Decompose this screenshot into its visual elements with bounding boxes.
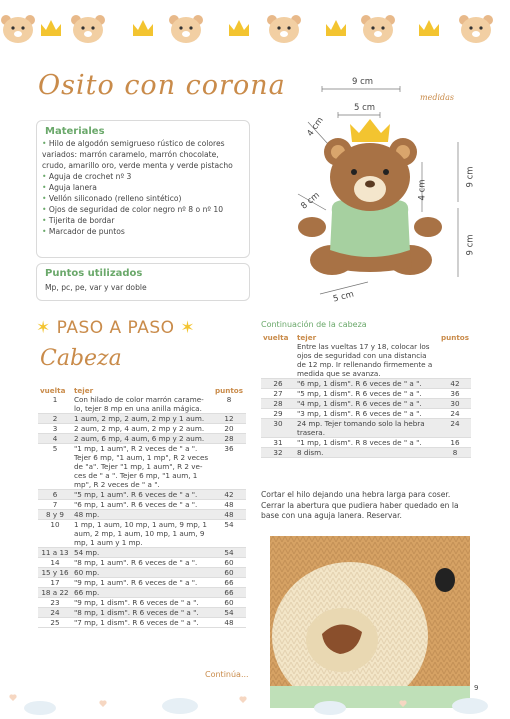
pattern-table-continued — [261, 333, 471, 458]
instruction-cell: Entre las vueltas 17 y 18, colocar los ojos de seguridad con una distancia de 12 mp. Ir rellenando firmemente a medida que se avanza. — [295, 342, 439, 379]
stitch-count-cell: 36 — [212, 444, 246, 490]
table-row — [38, 558, 246, 568]
row-number-cell: 4 — [38, 434, 72, 444]
table-row — [38, 424, 246, 434]
measure-label: 8 cm — [299, 190, 322, 212]
instruction-cell: "5 mp, 1 aum". R 6 veces de " a ". — [72, 490, 212, 500]
pattern-table — [38, 386, 246, 628]
list-item: • Vellón siliconado (relleno sintético) — [42, 194, 182, 203]
table-row — [261, 409, 471, 419]
row-number-cell: 10 — [38, 520, 72, 548]
stitch-count-cell: 48 — [212, 500, 246, 510]
instruction-cell: Con hilado de color marrón carame-lo, tejer 8 mp en una anilla mágica. — [72, 395, 212, 414]
row-number-cell: 28 — [261, 399, 295, 409]
table-row — [38, 434, 246, 444]
top-decoration — [0, 0, 510, 58]
stitch-count-cell: 20 — [212, 424, 246, 434]
stitch-count-cell: 42 — [439, 379, 471, 389]
stitch-count-cell: 54 — [212, 608, 246, 618]
instruction-cell: 60 mp. — [72, 568, 212, 578]
instruction-cell: 66 mp. — [72, 588, 212, 598]
row-number-cell: 24 — [38, 608, 72, 618]
instruction-cell: "6 mp, 1 aum". R 6 veces de " a ". — [72, 500, 212, 510]
stitch-count-cell: 48 — [212, 618, 246, 628]
table-row — [38, 578, 246, 588]
materials-label: Materiales — [45, 126, 105, 137]
column-header: vuelta — [263, 333, 289, 342]
measure-label: 4 cm — [305, 115, 326, 139]
crown-icon — [419, 20, 439, 36]
bear-head-icon — [169, 15, 203, 43]
bear-head-icon — [459, 15, 493, 43]
crown-icon — [133, 20, 153, 36]
table-row — [261, 389, 471, 399]
list-item: • Aguja de crochet nº 3 — [42, 172, 132, 181]
row-number-cell: 25 — [38, 618, 72, 628]
instruction-cell: "9 mp, 1 aum". R 6 veces de " a ". — [72, 578, 212, 588]
table-row — [261, 419, 471, 438]
stitch-count-cell: 16 — [439, 438, 471, 448]
stitches-text: Mp, pc, pe, var y var doble — [45, 283, 147, 292]
continues-note: Continúa... — [205, 670, 249, 679]
list-item: • Tijerita de bordar — [42, 216, 115, 225]
table-row — [261, 448, 471, 458]
stitch-count-cell: 28 — [212, 434, 246, 444]
section-heading: Cabeza — [40, 346, 122, 371]
row-number-cell: 7 — [38, 500, 72, 510]
crochet-bear-photo — [270, 536, 470, 708]
measure-label: 5 cm — [354, 103, 376, 113]
table-row — [38, 490, 246, 500]
stitch-count-cell: 24 — [439, 419, 471, 438]
instruction-cell: "5 mp, 1 dism". R 6 veces de " a ". — [295, 389, 439, 399]
row-number-cell: 18 a 22 — [38, 588, 72, 598]
table-row — [38, 568, 246, 578]
table-row — [261, 342, 471, 379]
list-item: • Ojos de seguridad de color negro nº 8 o nº 10 — [42, 205, 224, 214]
stitch-count-cell: 36 — [439, 389, 471, 399]
bear-head-icon — [361, 15, 395, 43]
instruction-cell: "1 mp, 1 dism". R 8 veces de " a ". — [295, 438, 439, 448]
row-number-cell: 11 a 13 — [38, 548, 72, 558]
table-header-row — [261, 333, 471, 342]
instruction-cell: "8 mp, 1 dism". R 6 veces de " a ". — [72, 608, 212, 618]
instruction-cell: 48 mp. — [72, 510, 212, 520]
instruction-cell: 8 dism. — [295, 448, 439, 458]
stitch-count-cell — [439, 342, 471, 379]
stitch-count-cell: 8 — [439, 448, 471, 458]
instruction-cell: "9 mp, 1 dism". R 6 veces de " a ". — [72, 598, 212, 608]
row-number-cell: 17 — [38, 578, 72, 588]
instruction-cell: "7 mp, 1 dism". R 6 veces de " a ". — [72, 618, 212, 628]
measure-label: 9 cm — [465, 234, 476, 256]
table-row — [38, 444, 246, 490]
instruction-cell: 1 aum, 2 mp, 2 aum, 2 mp y 1 aum. — [72, 414, 212, 424]
bottom-decoration — [0, 688, 510, 719]
materials-list — [42, 138, 242, 237]
row-number-cell: 8 y 9 — [38, 510, 72, 520]
column-header: tejer — [297, 333, 317, 342]
stitch-count-cell: 54 — [212, 520, 246, 548]
table-row — [38, 500, 246, 510]
stitch-count-cell: 8 — [212, 395, 246, 414]
list-item: • Hilo de algodón semigrueso rústico de colores variados: marrón caramelo, marrón chocolate, crudo, amarillo oro, verde menta y verde pistacho — [42, 139, 233, 170]
stitch-count-cell: 60 — [212, 568, 246, 578]
row-number-cell: 2 — [38, 414, 72, 424]
stitch-count-cell: 66 — [212, 578, 246, 588]
page-title: Osito con corona — [38, 70, 286, 101]
instruction-cell: 2 aum, 6 mp, 4 aum, 6 mp y 2 aum. — [72, 434, 212, 444]
stitch-count-cell: 42 — [212, 490, 246, 500]
list-item: • Aguja lanera — [42, 183, 97, 192]
table-row — [38, 510, 246, 520]
row-number-cell: 29 — [261, 409, 295, 419]
stitch-count-cell: 48 — [212, 510, 246, 520]
table-row — [38, 598, 246, 608]
step-by-step-heading: ✶ PASO A PASO ✶ — [36, 318, 196, 338]
measure-label: 9 cm — [465, 166, 476, 188]
column-header: puntos — [440, 333, 469, 342]
instruction-cell: "4 mp, 1 dism". R 6 veces de " a ". — [295, 399, 439, 409]
table-row — [38, 588, 246, 598]
stitch-count-cell: 30 — [439, 399, 471, 409]
instruction-cell: 54 mp. — [72, 548, 212, 558]
row-number-cell: 32 — [261, 448, 295, 458]
column-header: puntos — [214, 386, 244, 395]
table-header-row — [38, 386, 246, 395]
stitch-count-cell: 66 — [212, 588, 246, 598]
column-header: tejer — [74, 386, 94, 395]
row-number-cell: 5 — [38, 444, 72, 490]
row-number-cell: 6 — [38, 490, 72, 500]
crown-icon — [326, 20, 346, 36]
instruction-cell: 2 aum, 2 mp, 4 aum, 2 mp y 2 aum. — [72, 424, 212, 434]
stitch-count-cell: 12 — [212, 414, 246, 424]
stitch-count-cell: 60 — [212, 558, 246, 568]
list-item: • Marcador de puntos — [42, 227, 125, 236]
measure-label: 4 cm — [417, 179, 428, 201]
table-row — [38, 520, 246, 548]
row-number-cell — [261, 342, 295, 379]
row-number-cell: 1 — [38, 395, 72, 414]
measure-label: 5 cm — [332, 289, 356, 305]
table-row — [38, 414, 246, 424]
bear-head-icon — [1, 15, 35, 43]
bear-head-icon — [71, 15, 105, 43]
stitch-count-cell: 24 — [439, 409, 471, 419]
continuation-heading: Continuación de la cabeza — [261, 320, 367, 329]
column-header: vuelta — [40, 386, 66, 395]
row-number-cell: 27 — [261, 389, 295, 399]
instruction-cell: "6 mp, 1 dism". R 6 veces de " a ". — [295, 379, 439, 389]
table-row — [38, 618, 246, 628]
instruction-cell: 24 mp. Tejer tomando solo la hebra trasera. — [295, 419, 439, 438]
row-number-cell: 30 — [261, 419, 295, 438]
table-row — [38, 608, 246, 618]
stitch-count-cell: 54 — [212, 548, 246, 558]
measure-label: 9 cm — [352, 77, 374, 87]
instruction-cell: "3 mp, 1 dism". R 6 veces de " a ". — [295, 409, 439, 419]
instruction-cell: "8 mp, 1 aum". R 6 veces de " a ". — [72, 558, 212, 568]
row-number-cell: 3 — [38, 424, 72, 434]
row-number-cell: 26 — [261, 379, 295, 389]
stitch-count-cell: 60 — [212, 598, 246, 608]
table-row — [261, 379, 471, 389]
table-row — [38, 395, 246, 414]
instruction-paragraph: Cortar el hilo dejando una hebra larga para coser. Cerrar la abertura que pudiera haber quedado en la base con una aguja lanera. Reservar. — [261, 490, 459, 520]
row-number-cell: 14 — [38, 558, 72, 568]
crown-icon — [350, 119, 390, 142]
table-row — [261, 399, 471, 409]
table-row — [38, 548, 246, 558]
table-row — [261, 438, 471, 448]
instruction-cell: "1 mp, 1 aum", R 2 veces de " a ". Tejer 6 mp, "1 aum, 1 mp", R 2 veces de "a". Tejer "1 mp, 1 aum", R 2 ve-ces de " a ". Tejer 6 mp, "1 aum, 1 mp", R 2 veces de " a ". — [72, 444, 212, 490]
row-number-cell: 31 — [261, 438, 295, 448]
bear-head-icon — [267, 15, 301, 43]
instruction-cell: 1 mp, 1 aum, 10 mp, 1 aum, 9 mp, 1 aum, 2 mp, 1 aum, 10 mp, 1 aum, 9 mp, 1 aum y 1 mp. — [72, 520, 212, 548]
row-number-cell: 15 y 16 — [38, 568, 72, 578]
page-number: 9 — [474, 684, 479, 692]
measurements-label: medidas — [420, 93, 454, 102]
stitches-label: Puntos utilizados — [45, 268, 143, 279]
row-number-cell: 23 — [38, 598, 72, 608]
crown-icon — [41, 20, 61, 36]
crown-icon — [229, 20, 249, 36]
